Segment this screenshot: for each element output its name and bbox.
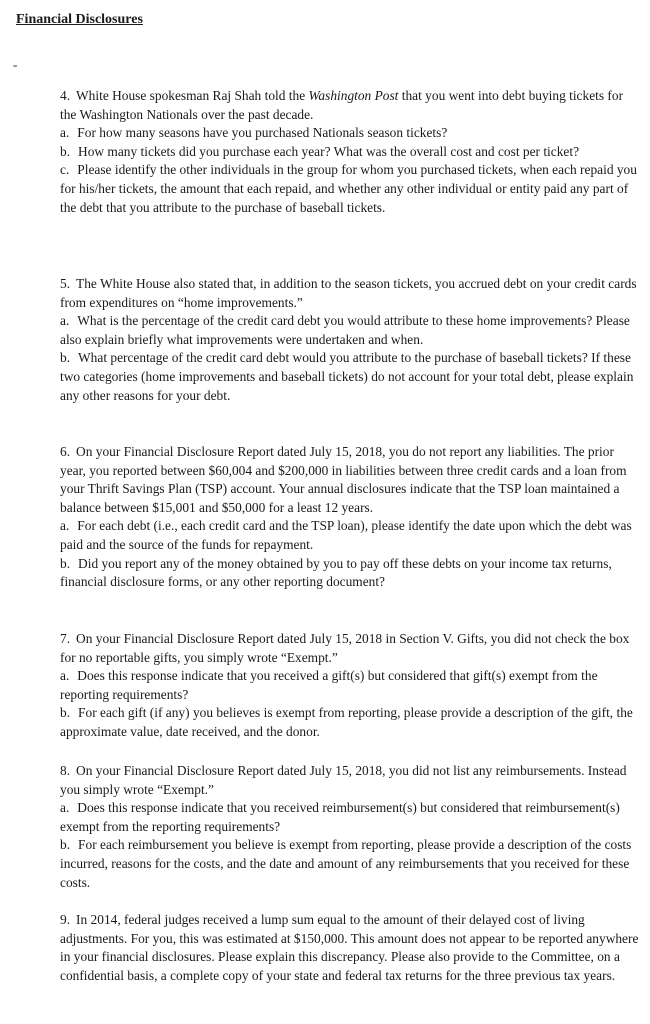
question-text: 5. The White House also stated that, in addition to the season tickets, you accrued debt on your credit cards from expenditures on “home improvements.” — [60, 276, 637, 310]
page-title: Financial Disclosures — [16, 12, 143, 27]
sub-question: b. What percentage of the credit card debt would you attribute to the purchase of baseball tickets? If these two categories (home improvements and baseball tickets) do not account for your total debt, please explain any other reasons for your debt. — [60, 350, 634, 403]
question-7 — [60, 630, 640, 742]
question-number: 7. — [60, 631, 71, 646]
sub-question: a. For each debt (i.e., each credit card and the TSP loan), please identify the date upon which the debt was paid and the source of the funds for repayment. — [60, 518, 632, 552]
sub-question: b. Did you report any of the money obtained by you to pay off these debts on your income tax returns, financial disclosure forms, or any other reporting document? — [60, 555, 612, 590]
sub-question: b. For each reimbursement you believe is exempt from reporting, please provide a description of the costs incurred, reasons for the costs, and the date and amount of any reimbursements that you received for these costs. — [60, 837, 632, 890]
sub-question: a. For how many seasons have you purchased Nationals season tickets? — [60, 125, 448, 141]
sub-question: b. For each gift (if any) you believes is exempt from reporting, please provide a description of the gift, the approximate value, date received, and the donor. — [60, 705, 633, 739]
question-number: 8. — [60, 763, 71, 778]
sub-question: a. What is the percentage of the credit card debt you would attribute to these home improvements? Please also explain briefly what improvements were undertaken and when. — [60, 313, 630, 347]
sub-question: c. Please identify the other individuals in the group for whom you purchased tickets, when each repaid you for his/her tickets, the amount that each repaid, and whether any other individual or entity paid any part of the debt that you attribute to the purchase of baseball tickets. — [60, 162, 637, 215]
sub-question: b. How many tickets did you purchase each year? What was the overall cost and cost per ticket? — [60, 143, 580, 159]
question-text: 7. On your Financial Disclosure Report dated July 15, 2018 in Section V. Gifts, you did not check the box for no reportable gifts, you simply wrote “Exempt.” — [60, 631, 630, 665]
question-number: 4. — [60, 88, 71, 103]
question-9 — [60, 911, 640, 985]
question-5 — [60, 275, 640, 405]
question-number: 9. — [60, 912, 71, 927]
question-text: 9. In 2014, federal judges received a lump sum equal to the amount of their delayed cost of living adjustments. For you, this was estimated at $150,000. This amount does not appear to be reported anywhere in your financial disclosures. Please explain this discrepancy. Please also provide to the Committee, on a confidential basis, a complete copy of your state and federal tax returns for the three previous tax years. — [60, 912, 639, 983]
question-8 — [60, 762, 640, 892]
question-number: 5. — [60, 276, 71, 291]
publication-name: Washington Post — [308, 88, 399, 103]
question-text: 8. On your Financial Disclosure Report dated July 15, 2018, you did not list any reimbursements. Instead you simply wrote “Exempt.” — [60, 763, 627, 797]
question-number: 6. — [60, 444, 71, 459]
sub-question: a. Does this response indicate that you received a gift(s) but considered that gift(s) exempt from the reporting requirements? — [60, 668, 598, 702]
dash-mark: - — [13, 57, 18, 72]
question-text: 4. White House spokesman Raj Shah told the Washington Post that you went into debt buying tickets for the Washington Nationals over the past decade. — [60, 88, 624, 122]
question-text: 6. On your Financial Disclosure Report dated July 15, 2018, you do not report any liabilities. The prior year, you reported between $60,004 and $200,000 in liabilities between three credit cards and a loan from your Thrift Savings Plan (TSP) account. Your annual disclosures indicate that the TSP loan maintained a balance between $15,001 and $50,000 for a least 12 years. — [60, 444, 627, 515]
sub-question: a. Does this response indicate that you received reimbursement(s) but considered that reimbursement(s) exempt from the reporting requirements? — [60, 800, 620, 834]
question-6 — [60, 443, 640, 592]
question-4 — [60, 87, 640, 217]
